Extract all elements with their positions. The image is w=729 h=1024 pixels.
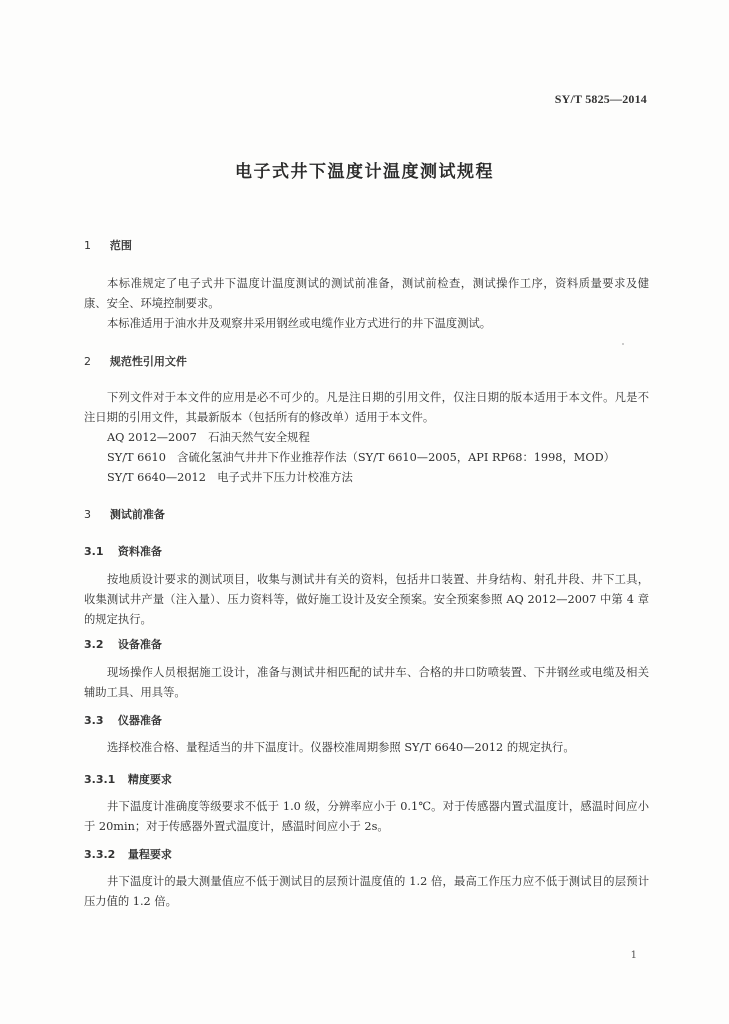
scan-speck <box>622 343 624 345</box>
section-3-3-1-paragraph: 井下温度计准确度等级要求不低于 1.0 级，分辨率应小于 0.1℃。对于传感器内置式温度计，感温时间应小于 20min；对于传感器外置式温度计，感温时间应小于 2s。 <box>84 800 649 833</box>
section-number: 3.2 <box>84 638 104 651</box>
section-number: 3.1 <box>84 545 104 558</box>
section-3-3-1-heading <box>84 771 172 787</box>
section-1-paragraph-1: 本标准规定了电子式井下温度计温度测试的测试前准备，测试前检查，测试操作工序，资料质量要求及健康、安全、环境控制要求。 <box>84 277 649 310</box>
section-title: 设备准备 <box>117 638 162 651</box>
section-2-heading <box>84 353 187 369</box>
section-3-3-heading <box>84 712 162 728</box>
section-3-2-heading <box>84 636 162 652</box>
section-title: 资料准备 <box>117 545 162 558</box>
section-number: 3.3.1 <box>84 773 116 786</box>
standard-number: SY/T 5825—2014 <box>554 92 647 106</box>
section-3-1-heading <box>84 543 162 559</box>
section-number: 2 <box>84 355 91 368</box>
reference-item: SY/T 6640—2012 电子式井下压力计校准方法 <box>107 471 353 484</box>
section-title: 精度要求 <box>127 773 172 786</box>
reference-item: SY/T 6610 含硫化氢油气井井下作业推荐作法（SY/T 6610—2005，API RP68：1998，MOD） <box>107 451 615 464</box>
section-3-1-paragraph: 按地质设计要求的测试项目，收集与测试井有关的资料，包括井口装置、井身结构、射孔井段、井下工具，收集测试井产量（注入量）、压力资料等，做好施工设计及安全预案。安全预案参照 AQ 2012—2007 中第 4 章的规定执行。 <box>84 573 649 626</box>
section-number: 3 <box>84 508 91 521</box>
section-title: 规范性引用文件 <box>109 355 187 368</box>
section-3-3-2-paragraph: 井下温度计的最大测量值应不低于测试目的层预计温度值的 1.2 倍，最高工作压力应不低于测试目的层预计压力值的 1.2 倍。 <box>84 875 649 908</box>
reference-item: AQ 2012—2007 石油天然气安全规程 <box>107 431 310 444</box>
section-title: 范围 <box>109 239 132 252</box>
section-3-2-paragraph: 现场操作人员根据施工设计，准备与测试井相匹配的试井车、合格的井口防喷装置、下井钢丝或电缆及相关辅助工具、用具等。 <box>84 666 649 699</box>
section-3-3-2-heading <box>84 846 172 862</box>
section-1-paragraph-2: 本标准适用于油水井及观察井采用钢丝或电缆作业方式进行的井下温度测试。 <box>107 317 492 330</box>
section-title: 测试前准备 <box>109 508 165 521</box>
section-2-paragraph-1: 下列文件对于本文件的应用是必不可少的。凡是注日期的引用文件，仅注日期的版本适用于本文件。凡是不注日期的引用文件，其最新版本（包括所有的修改单）适用于本文件。 <box>84 391 649 424</box>
section-title: 量程要求 <box>127 848 172 861</box>
section-1-heading <box>84 237 132 253</box>
document-title: 电子式井下温度计温度测试规程 <box>235 162 494 182</box>
page-number: 1 <box>630 950 637 961</box>
section-title: 仪器准备 <box>117 714 162 727</box>
section-number: 1 <box>84 239 91 252</box>
section-3-heading <box>84 506 165 522</box>
section-number: 3.3 <box>84 714 104 727</box>
section-number: 3.3.2 <box>84 848 116 861</box>
section-3-3-paragraph: 选择校准合格、量程适当的井下温度计。仪器校准周期参照 SY/T 6640—2012 的规定执行。 <box>107 741 575 754</box>
